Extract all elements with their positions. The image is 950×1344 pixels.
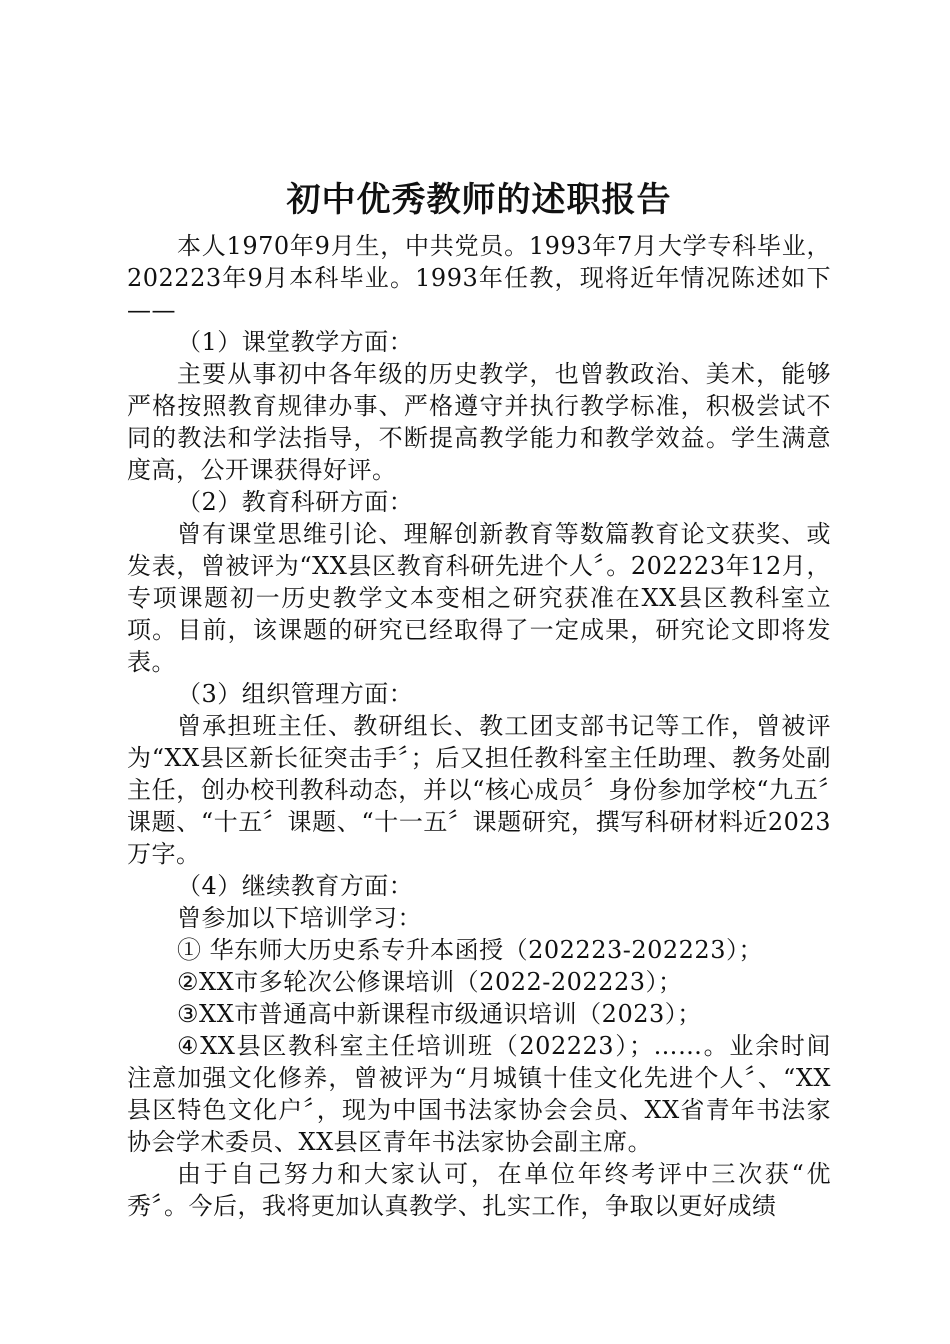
document-title: 初中优秀教师的述职报告 bbox=[286, 180, 672, 220]
intro-paragraph: 本人1970年9月生，中共党员。1993年7月大学专科毕业，202223年9月本科毕业。1993年任教，现将近年情况陈述如下—— bbox=[127, 232, 831, 325]
training-list-item: ③XX市普通高中新课程市级通识培训（2023）； bbox=[177, 1000, 702, 1029]
document-page bbox=[127, 178, 831, 1222]
body-paragraph-research: 曾有课堂思维引论、理解创新教育等数篇教育论文获奖、或发表，曾被评为“XX县区教育科研先进个人〞。202223年12月，专项课题初一历史教学文本变相之研究获准在XX县区教科室立项。目前，该课题的研究已经取得了一定成果，研究论文即将发表。 bbox=[127, 520, 831, 677]
section-heading-management: （3）组织管理方面： bbox=[177, 680, 414, 709]
closing-paragraph: 由于自己努力和大家认可，在单位年终考评中三次获“优秀〞。今后，我将更加认真教学、扎实工作，争取以更好成绩 bbox=[127, 1160, 831, 1221]
section-heading-research: （2）教育科研方面： bbox=[177, 488, 414, 517]
section-heading-education: （4）继续教育方面： bbox=[177, 872, 414, 901]
body-paragraph-training-intro: 曾参加以下培训学习： bbox=[177, 904, 422, 933]
section-heading-classroom: （1）课堂教学方面： bbox=[177, 328, 414, 357]
training-list-item-with-notes: ④XX县区教科室主任培训班（202223）；……。业余时间注意加强文化修养，曾被评为“月城镇十佳文化先进个人〞、“XX县区特色文化户〞，现为中国书法家协会会员、XX省青年书法家协会学术委员、XX县区青年书法家协会副主席。 bbox=[127, 1032, 831, 1157]
training-list-item: ① 华东师大历史系专升本函授（202223-202223）； bbox=[177, 936, 763, 965]
training-list-item: ②XX市多轮次公修课培训（2022-202223）； bbox=[177, 968, 683, 997]
body-paragraph-classroom: 主要从事初中各年级的历史教学，也曾教政治、美术，能够严格按照教育规律办事、严格遵守并执行教学标准，积极尝试不同的教法和学法指导，不断提高教学能力和教学效益。学生满意度高，公开课获得好评。 bbox=[127, 360, 831, 485]
body-paragraph-management: 曾承担班主任、教研组长、教工团支部书记等工作，曾被评为“XX县区新长征突击手〞；后又担任教科室主任助理、教务处副主任，创办校刊教科动态，并以“核心成员〞身份参加学校“九五〞课题、“十五〞课题、“十一五〞课题研究，撰写科研材料近2023万字。 bbox=[127, 712, 831, 869]
